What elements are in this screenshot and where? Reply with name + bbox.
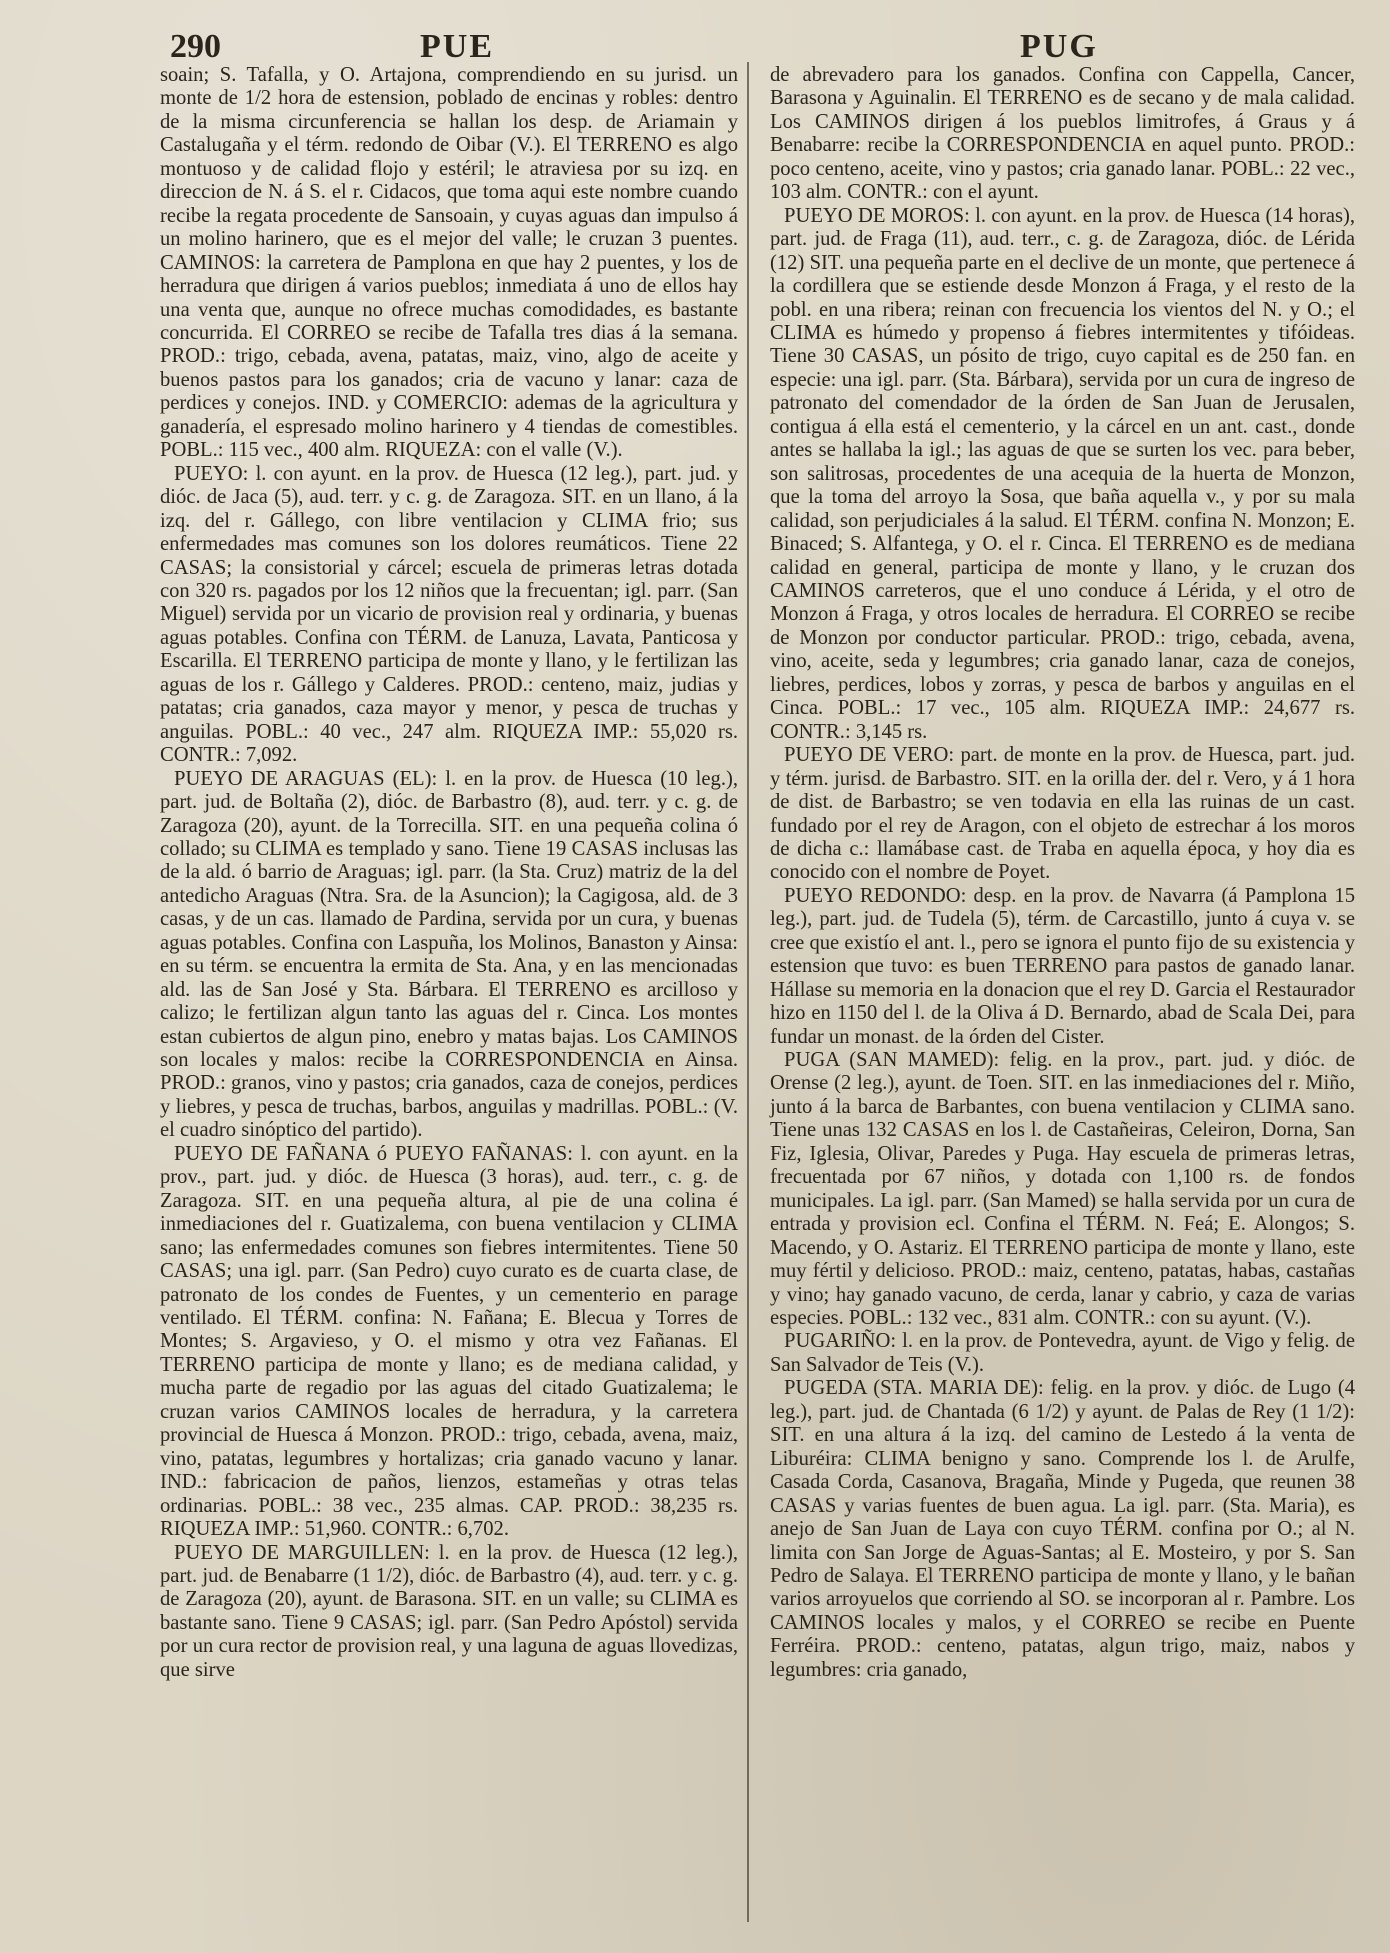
right-column — [770, 64, 1355, 1682]
entry-pueyo: PUEYO: l. con ayunt. en la prov. de Huesca (12 leg.), part. jud. y dióc. de Jaca (5), aud. terr. y c. g. de Zaragoza. SIT. en un llano, á la izq. del r. Gállego, con libre ventilacion y CLIMA frio; sus enfermedades mas comunes son los dolores reumáticos. Tiene 22 CASAS; la consistorial y cárcel; escuela de primeras letras dotada con 320 rs. pagados por los 12 niños que la frecuentan; igl. parr. (San Miguel) servida por un vicario de provision real y ordinaria, y buenas aguas potables. Confina con TÉRM. de Lanuza, Lavata, Panticosa y Escarilla. El TERRENO participa de monte y llano, y le fertilizan las aguas de los r. Gállego y Calderes. PROD.: centeno, maiz, judias y patatas; cria ganados, caza mayor y menor, y pesca de truchas y anguilas. POBL.: 40 vec., 247 alm. RIQUEZA IMP.: 55,020 rs. CONTR.: 7,092. — [160, 462, 738, 767]
entry-continuation: de abrevadero para los ganados. Confina con Cappella, Cancer, Barasona y Aguinalin. El TERRENO es de secano y de mala calidad. Los CAMINOS dirigen á los pueblos limitrofes, á Graus y á Benabarre: recibe la CORRESPONDENCIA en aquel punto. PROD.: poco centeno, aceite, vino y pastos; cria ganado lanar. POBL.: 22 vec., 103 alm. CONTR.: con el ayunt. — [770, 64, 1355, 204]
entry-pugarino: PUGARIÑO: l. en la prov. de Pontevedra, ayunt. de Vigo y felig. de San Salvador de Teis (V.). — [770, 1330, 1355, 1376]
entry-pugeda: PUGEDA (STA. MARIA DE): felig. en la prov. y dióc. de Lugo (4 leg.), part. jud. de Chantada (6 1/2) y ayunt. de Palas de Rey (1 1/2): SIT. en una altura á la izq. del camino de Lestedo á la venta de Liburéira: CLIMA benigno y sano. Comprende los l. de Arulfe, Casada Corda, Casanova, Bragaña, Minde y Pugeda, que reunen 38 CASAS y varias fuentes de buen agua. La igl. parr. (Sta. Maria), es anejo de San Juan de Laya con cuyo TÉRM. confina por O.; al N. limita con San Jorge de Aguas-Santas; al E. Mosteiro, y por S. San Pedro de Salaya. El TERRENO participa de monte y llano, y le bañan varios arroyuelos que corriendo al SO. se incorporan al r. Pambre. Los CAMINOS locales y malos, y el CORREO se recibe en Puente Ferréira. PROD.: centeno, patatas, algun trigo, maiz, nabos y legumbres: cria ganado, — [770, 1377, 1355, 1681]
entry-continuation: soain; S. Tafalla, y O. Artajona, comprendiendo en su jurisd. un monte de 1/2 hora de estension, poblado de encinas y robles: dentro de la misma circunferencia se hallan los desp. de Ariamain y Castalugaña y el térm. redondo de Oibar (V.). El TERRENO es algo montuoso y de calidad flojo y estéril; le atraviesa por su izq. en direccion de N. á S. el r. Cidacos, que toma aqui este nombre cuando recibe la regata procedente de Sansoain, y cuyas aguas dan impulso á un molino harinero, que es el mejor del valle; le cruzan 3 puentes. CAMINOS: la carretera de Pamplona en que hay 2 puentes, y los de herradura que dirigen á varios pueblos; inmediata á uno de ellos hay una venta que, aunque no ofrece muchas comodidades, es bastante concurrida. El CORREO se recibe de Tafalla tres dias á la semana. PROD.: trigo, cebada, avena, patatas, maiz, vino, algo de aceite y buenos pastos para los ganados; cria de vacuno y lanar: caza de perdices y conejos. IND. y COMERCIO: ademas de la agricultura y ganadería, el espresado molino harinero y 4 tiendas de comestibles. POBL.: 115 vec., 400 alm. RIQUEZA: con el valle (V.). — [160, 64, 738, 462]
entry-pueyo-redondo: PUEYO REDONDO: desp. en la prov. de Navarra (á Pamplona 15 leg.), part. jud. de Tudela (5), térm. de Carcastillo, junto á cuya v. se cree que existío el ant. l., pero se ignora el punto fijo de su existencia y estension que tuvo: es buen TERRENO para pastos de ganado lanar. Hállase su memoria en la donacion que el rey D. Garcia el Restaurador hizo en 1150 del l. de la Oliva á D. Bernardo, abad de Scala Dei, para fundar un monast. de la órden del Cister. — [770, 884, 1355, 1048]
entry-pueyo-de-vero: PUEYO DE VERO: part. de monte en la prov. de Huesca, part. jud. y térm. jurisd. de Barbastro. SIT. en la orilla der. del r. Vero, y á 1 hora de dist. de Barbastro; se ven todavia en ella las ruinas de un cast. fundado por el rey de Aragon, con el objeto de estrechar á los moros de dicha c.: llamábase cast. de Traba en aquella época, y hoy dia es conocido con el nombre de Poyet. — [770, 744, 1355, 884]
entry-pueyo-de-araguas: PUEYO DE ARAGUAS (EL): l. en la prov. de Huesca (10 leg.), part. jud. de Boltaña (2), dióc. de Barbastro (8), aud. terr. y c. g. de Zaragoza (20), ayunt. de la Torrecilla. SIT. en una pequeña colina ó collado; su CLIMA es templado y sano. Tiene 19 CASAS inclusas las de la ald. ó barrio de Araguas; igl. parr. (la Sta. Cruz) matriz de la del antedicho Araguas (Ntra. Sra. de la Asuncion); la Cagigosa, ald. de 3 casas, y de un cas. llamado de Pardina, servida por un cura, y buenas aguas potables. Confina con Laspuña, los Molinos, Banaston y Ainsa: en su térm. se encuentra la ermita de Sta. Ana, y en las mencionadas ald. las de San José y Sta. Bárbara. El TERRENO es arcilloso y calizo; le fertilizan algun tanto las aguas del r. Cinca. Los montes estan cubiertos de algun pino, enebro y matas bajas. Los CAMINOS son locales y malos: recibe la CORRESPONDENCIA en Ainsa. PROD.: granos, vino y pastos; cria ganados, caza de conejos, perdices y liebres, y pesca de truchas, barbos, anguilas y madrillas. POBL.: (V. el cuadro sinóptico del partido). — [160, 767, 738, 1142]
page-number: 290 — [170, 28, 221, 65]
entry-pueyo-de-marguillen: PUEYO DE MARGUILLEN: l. en la prov. de Huesca (12 leg.), part. jud. de Benabarre (1 1/2), dióc. de Barbastro (4), aud. terr. y c. g. de Zaragoza (20), ayunt. de Barasona. SIT. en un valle; su CLIMA es bastante sano. Tiene 9 CASAS; igl. parr. (San Pedro Apóstol) servida por un cura rector de provision real, y una laguna de aguas llovedizas, que sirve — [160, 1541, 738, 1681]
left-column — [160, 64, 738, 1682]
entry-pueyo-de-moros: PUEYO DE MOROS: l. con ayunt. en la prov. de Huesca (14 horas), part. jud. de Fraga (11), aud. terr., c. g. de Zaragoza, dióc. de Lérida (12) SIT. una pequeña parte en el declive de un monte, que pertenece á la cordillera que se estiende desde Monzon á Fraga, y el resto de la pobl. en una ribera; reinan con frecuencia los vientos del N. y O.; el CLIMA es húmedo y propenso á fiebres intermitentes y tifóideas. Tiene 30 CASAS, un pósito de trigo, cuyo capital es de 250 fan. en especie: una igl. parr. (Sta. Bárbara), servida por un cura de ingreso de patronato del comendador de la órden de San Juan de Jerusalen, contigua á ella está el cementerio, y la cárcel en un ant. cast., donde antes se hallaba la igl.; las aguas de que se surten los vec. para beber, son salitrosas, procedentes de una acequia de la huerta de Monzon, que la toma del arroyo la Sosa, que baña aquella v., y por su mala calidad, son perjudiciales á la salud. El TÉRM. confina N. Monzon; E. Binaced; S. Alfantega, y O. el r. Cinca. El TERRENO es de mediana calidad en general, participa de monte y llano, y le cruzan dos CAMINOS carreteros, que el uno conduce á Lérida, y el otro de Monzon á Fraga, y otros locales de herradura. El CORREO se recibe de Monzon por conductor particular. PROD.: trigo, cebada, avena, vino, aceite, seda y legumbres; cria ganado lanar, caza de conejos, liebres, perdices, lobos y zorras, y pesca de barbos y anguilas en el Cinca. POBL.: 17 vec., 105 alm. RIQUEZA IMP.: 24,677 rs. CONTR.: 3,145 rs. — [770, 204, 1355, 743]
column-divider — [747, 62, 749, 1922]
page-header — [170, 28, 1300, 68]
right-running-head: PUG — [1020, 28, 1098, 65]
entry-pueyo-de-fanana: PUEYO DE FAÑANA ó PUEYO FAÑANAS: l. con ayunt. en la prov., part. jud. y dióc. de Huesca (3 horas), aud. terr., c. g. de Zaragoza. SIT. en una pequeña altura, al pie de una colina é inmediaciones del r. Guatizalema, con buena ventilacion y CLIMA sano; las enfermedades comunes son fiebres intermitentes. Tiene 50 CASAS; una igl. parr. (San Pedro) cuyo curato es de cuarta clase, de patronato de los condes de Fuentes, y un cementerio en parage ventilado. El TÉRM. confina: N. Fañana; E. Blecua y Torres de Montes; S. Argavieso, y O. el mismo y otra vez Fañanas. El TERRENO participa de monte y llano; es de mediana calidad, y mucha parte de regadio por las aguas del citado Guatizalema; le cruzan varios CAMINOS locales de herradura, y la carretera provincial de Huesca á Monzon. PROD.: trigo, cebada, avena, maiz, vino, patatas, legumbres y hortalizas; cria ganado vacuno y lanar. IND.: fabricacion de paños, lienzos, estameñas y otras telas ordinarias. POBL.: 38 vec., 235 almas. CAP. PROD.: 38,235 rs. RIQUEZA IMP.: 51,960. CONTR.: 6,702. — [160, 1142, 738, 1541]
entry-puga: PUGA (SAN MAMED): felig. en la prov., part. jud. y dióc. de Orense (2 leg.), ayunt. de Toen. SIT. en las inmediaciones del r. Miño, junto á la barca de Barbantes, con buena ventilacion y CLIMA sano. Tiene unas 132 CASAS en los l. de Castañeiras, Celeiron, Dorna, San Fiz, Iglesia, Olivar, Paredes y Puga. Hay escuela de primeras letras, frecuentada por 67 niños, y dotada con 1,100 rs. de fondos municipales. La igl. parr. (San Mamed) se halla servida por un cura de entrada y provision ecl. Confina el TÉRM. N. Feá; E. Alongos; S. Macendo, y O. Astariz. El TERRENO participa de monte y llano, este muy fértil y delicioso. PROD.: maiz, centeno, patatas, habas, castañas y vino; hay ganado vacuno, de cerda, lanar y cabrio, y caza de varias especies. POBL.: 132 vec., 831 alm. CONTR.: con su ayunt. (V.). — [770, 1049, 1355, 1330]
left-running-head: PUE — [420, 28, 494, 65]
